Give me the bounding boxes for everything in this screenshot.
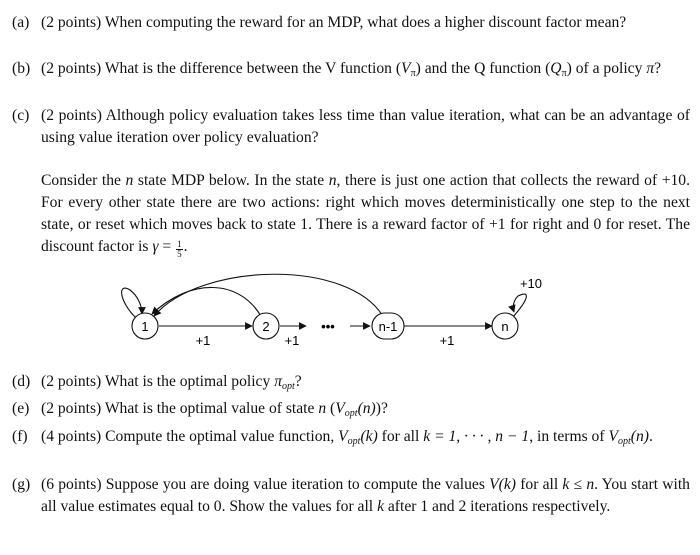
question-text: . You start with all value estimates equal to 0. Show the values for all <box>41 476 690 515</box>
paragraph-text: state MDP below. In the state <box>137 172 325 189</box>
node-label-n: n <box>501 319 509 334</box>
question-label: (f) <box>12 428 28 445</box>
v-symbol: V <box>335 400 345 417</box>
points: (6 points) <box>41 476 102 493</box>
question-label: (e) <box>12 400 30 417</box>
question-label: (d) <box>12 373 31 390</box>
points: (4 points) <box>41 428 102 445</box>
ellipsis-dots: ••• <box>321 319 335 334</box>
pi-symbol: π <box>274 373 282 390</box>
paren: )? <box>375 400 388 417</box>
question-text: Compute the optimal value function, <box>105 428 335 445</box>
points: (2 points) <box>41 14 102 31</box>
edge-label-1: +1 <box>195 333 211 348</box>
n-symbol: n <box>318 400 327 417</box>
question-g <box>12 474 690 518</box>
equals-sign: = <box>162 238 172 255</box>
k-condition: k ≤ n <box>562 476 595 493</box>
question-mark: ? <box>654 60 662 77</box>
points: (2 points) <box>41 373 102 390</box>
opt-subscript: opt <box>282 381 295 392</box>
question-text: , in terms of <box>529 428 605 445</box>
question-text: When computing the reward for an MDP, what does a higher discount factor mean? <box>104 14 627 31</box>
opt-subscript: opt <box>344 408 358 419</box>
paren: ( <box>330 400 336 417</box>
points: (2 points) <box>41 60 102 77</box>
node-label-n-1: n-1 <box>378 319 398 334</box>
question-text: ) and the Q function ( <box>415 60 551 77</box>
question-text: Although policy evaluation takes less time than value iteration, what can be an advantage of using value iteration over policy evaluation? <box>41 107 690 146</box>
reset-arrow-n-1 <box>154 274 384 318</box>
paragraph-text: , there is just one action that collects the reward of +10. For every other state there are two actions: right which moves deterministically one step to the next state, or reset which moves back to state 1. There is a reward factor of +1 for right and 0 for reset. The discount factor is <box>41 172 690 255</box>
question-mark: ? <box>294 373 302 390</box>
question-text: ) of a policy <box>566 60 643 77</box>
edge-label-3: +1 <box>439 333 455 348</box>
question-text: after 1 and 2 iterations respectively. <box>387 498 611 515</box>
argument: (n) <box>630 428 649 445</box>
k-symbol: k <box>377 498 384 515</box>
q-symbol: Q <box>550 60 562 77</box>
edge-label-2: +1 <box>284 333 300 348</box>
pi-subscript: π <box>561 68 567 79</box>
question-f <box>12 426 690 448</box>
value-symbol: V(k) <box>489 476 516 493</box>
fraction-numerator: 1 <box>177 239 182 249</box>
fraction-denominator: 5 <box>177 249 182 259</box>
question-text: What is the optimal value of state <box>104 400 315 417</box>
n-symbol: n <box>328 172 337 189</box>
gamma-symbol: γ <box>152 238 159 255</box>
points: (2 points) <box>41 107 102 124</box>
opt-subscript: opt <box>617 436 631 447</box>
question-text: for all <box>381 428 420 445</box>
node-label-2: 2 <box>262 319 270 334</box>
v-symbol: V <box>401 60 411 77</box>
points: (2 points) <box>41 400 102 417</box>
v-symbol: V <box>338 428 348 445</box>
paragraph-text: Consider the <box>41 172 121 189</box>
period: . <box>648 428 653 445</box>
k-range: k = 1, · · · , n − 1 <box>423 428 530 445</box>
argument: (n) <box>357 400 376 417</box>
question-label: (c) <box>12 107 30 124</box>
self-loop-n <box>512 294 526 318</box>
period: . <box>183 238 188 255</box>
argument: (k) <box>360 428 378 445</box>
pi-symbol: π <box>646 60 655 77</box>
question-label: (g) <box>12 476 31 493</box>
question-label: (b) <box>12 60 31 77</box>
pi-subscript: π <box>410 68 416 79</box>
question-text: What is the difference between the V function ( <box>104 60 402 77</box>
question-d <box>12 371 690 393</box>
node-label-1: 1 <box>141 319 149 334</box>
question-text: for all <box>520 476 559 493</box>
n-symbol: n <box>125 172 134 189</box>
question-e <box>12 398 690 420</box>
self-loop-1 <box>122 288 142 318</box>
terminal-reward: +10 <box>519 276 543 291</box>
question-text: What is the optimal policy <box>104 373 271 390</box>
opt-subscript: opt <box>347 436 361 447</box>
v-symbol: V <box>608 428 618 445</box>
question-label: (a) <box>12 14 30 31</box>
question-text: Suppose you are doing value iteration to compute the values <box>105 476 485 493</box>
